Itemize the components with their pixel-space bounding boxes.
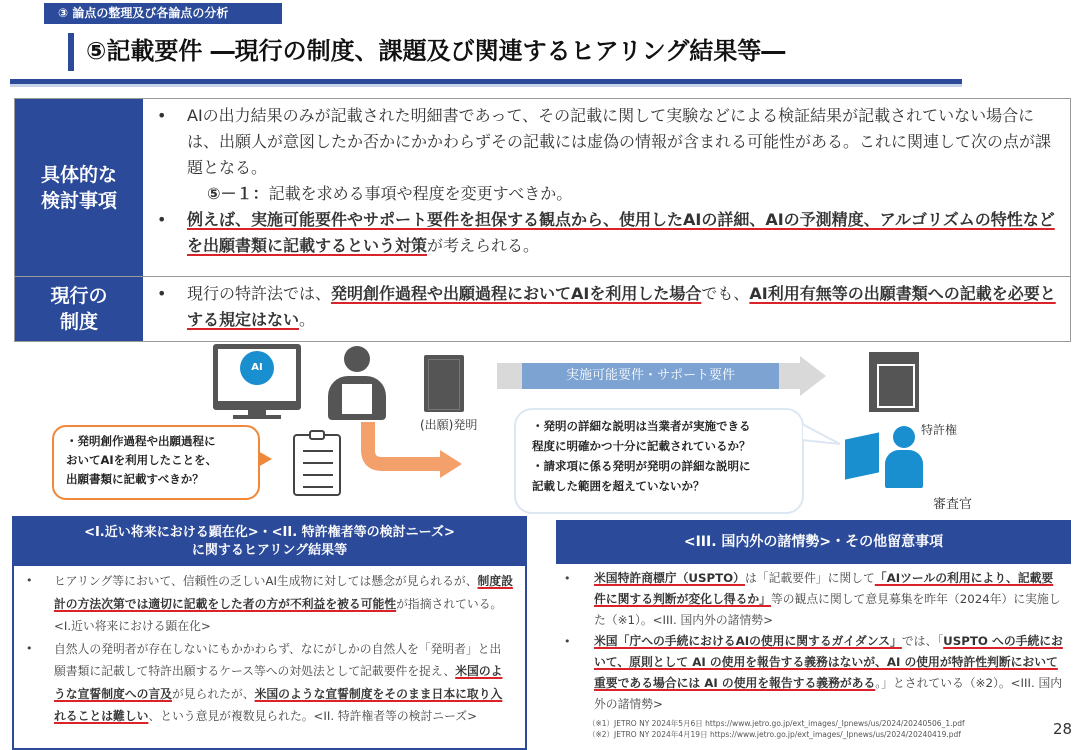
- row-header-current-system: 現行の 制度: [15, 277, 143, 341]
- hearing-bullet-2: • 自然人の発明者が存在しないにもかかわらず、なにがしかの自然人を「発明者」と出願書類に記載して特許出願するケース等への対処法として記載要件を捉え、米国のような宣誓制度への言及が見られたが、米国のような宣誓制度をそのまま日本に取り入れることは難しい、という意見が複数見られた。<II. 特許権者等の検討ニーズ>: [26, 641, 503, 723]
- international-situation-body: [556, 564, 1071, 715]
- table-row-current-system: [15, 277, 1070, 341]
- row-body-current-system: [143, 277, 1070, 341]
- requirements-label: 実施可能要件・サポート要件: [522, 363, 779, 389]
- intl-bullet-1: • 米国特許商標庁（USPTO）は「記載要件」に関して「AIツールの利用により、記載要件に関する判断が変化し得るか」等の観点に関して意見募集を昨年（2024年）に実施した（※1）。<III. 国内外の諸情勢>: [564, 571, 1061, 627]
- intl-bullet-2: • 米国「庁への手続におけるAIの使用に関するガイダンス」では、「USPTO への手続において、原則として AI の使用を報告する義務はないが、AI の使用が特許性判断において重要である場合には AI の使用を報告する義務がある。」とされている（※2）。<III. 国内外の諸情勢>: [564, 634, 1063, 711]
- hearing-results-panel: [12, 516, 527, 750]
- footnotes: [588, 718, 965, 740]
- hearing-bullet-1: • ヒアリング等において、信頼性の乏しいAI生成物に対しては懸念が見られるが、制度設計の方法次第では適切に記載をした者の方が不利益を被る可能性が指摘されている。<I.近い将来における顕在化>: [26, 574, 513, 633]
- international-situation-panel: [556, 520, 1071, 730]
- patent-certificate-icon: [869, 352, 919, 412]
- patent-right-label: 特許権: [921, 423, 958, 437]
- footnote-2: （※2）JETRO NY 2024年4月19日 https://www.jetro.go.jp/ext_images/_Ipnews/us/2024/20240419.pdf: [588, 730, 961, 739]
- section-tag: ③ 論点の整理及び各論点の分析: [44, 3, 282, 24]
- title-accent-bar: [68, 33, 74, 71]
- issue-bullet-1: • AIの出力結果のみが記載された明細書であって、その記載に関して実験などによる検証結果が記載されていない場合には、出願人が意図したか否かにかかわらずその記載には虚偽の情報が含まれる可能性がある。これに関連して次の点が課題となる。: [157, 106, 1052, 177]
- hearing-results-body: [14, 566, 525, 728]
- issues-table: [14, 98, 1071, 342]
- page-number: 28: [1053, 720, 1073, 738]
- page-title: ⑤記載要件 ―現行の制度、課題及び関連するヒアリング結果等―: [86, 37, 786, 65]
- examiner-label: 審査官: [933, 497, 973, 512]
- checklist-icon: [293, 434, 341, 496]
- table-row-issues: [15, 99, 1070, 277]
- application-document-icon: [424, 355, 464, 412]
- current-system-bullet: • 現行の特許法では、発明創作過程や出願過程においてAIを利用した場合でも、AI利用有無等の出願書類への記載を必要とする規定はない。: [157, 284, 1056, 329]
- title-underline-light: [10, 84, 962, 87]
- application-invention-label: (出願)発明: [420, 418, 478, 432]
- applicant-person-icon: [322, 344, 392, 420]
- issue-bullet-2: • 例えば、実施可能要件やサポート要件を担保する観点から、使用したAIの詳細、AIの予測精度、アルゴリズムの特性などを出願書類に記載するという対策が考えられる。: [157, 210, 1055, 255]
- footnote-1: （※1）JETRO NY 2024年5月6日 https://www.jetro.go.jp/ext_images/_Ipnews/us/2024/20240506_1.pdf: [588, 719, 965, 728]
- monitor-base: [233, 415, 281, 419]
- row-body-issues: [143, 99, 1070, 276]
- callout-tail: [802, 420, 842, 450]
- ai-brain-icon: AI: [240, 351, 274, 385]
- ai-disclosure-callout: ・発明創作過程や出願過程に おいてAIを利用したことを、 出願書類に記載すべきか？: [52, 425, 260, 500]
- examiner-icon: [845, 424, 925, 488]
- sub-question: ⑤－１：記載を求める事項や程度を変更すべきか。: [207, 184, 573, 203]
- flow-arrow-head: [800, 356, 826, 396]
- row-header-issues: 具体的な 検討事項: [15, 99, 143, 276]
- orange-flow-arrow: [350, 420, 470, 480]
- hearing-results-header: <I.近い将来における顕在化>・<II. 特許権者等の検討ニーズ> に関するヒアリング結果等: [14, 518, 525, 566]
- international-situation-header: <III. 国内外の諸情勢>・その他留意事項: [556, 520, 1071, 564]
- requirements-callout: ・発明の詳細な説明は当業者が実施できる 程度に明確かつ十分に記載されているか？ ・請求項に係る発明が発明の詳細な説明に 記載した範囲を超えていないか？: [514, 408, 804, 514]
